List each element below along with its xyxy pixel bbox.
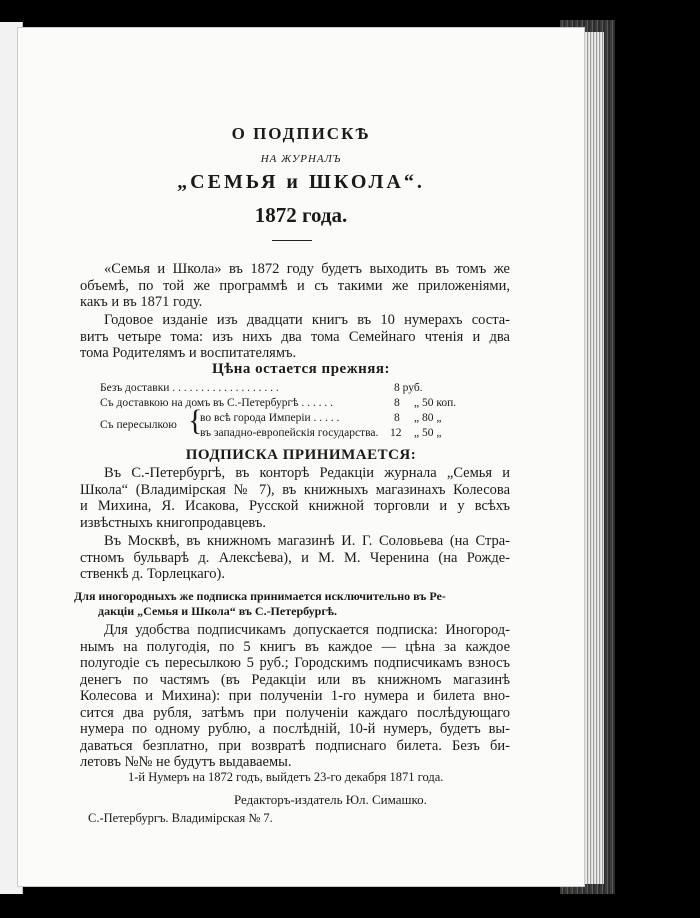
divider: [272, 240, 312, 241]
text-line: витъ четыре тома: изъ нихъ два тома Семейнаго чтенія и два: [80, 328, 510, 345]
price-rub: 8: [394, 397, 400, 409]
title-about: О ПОДПИСКѢ: [231, 124, 371, 143]
year-title: 1872 года.: [254, 203, 348, 227]
price-label: Безъ доставки . . . . . . . . . . . . . . . . . . .: [100, 382, 279, 394]
text-line: Годовое изданіе изъ двадцати книгъ въ 10 нумерахъ соста-: [104, 312, 510, 328]
price-heading: Цѣна остается прежняя:: [212, 361, 390, 377]
price-rub: 8 руб.: [394, 382, 423, 394]
intro-paragraph-2: [80, 312, 510, 362]
text-line: нымъ на полугодія, по 5 книгъ въ каждое — цѣна за каждое: [80, 638, 510, 655]
text-line: извѣстныхъ книгопродавцевъ.: [80, 514, 267, 531]
title-on-journal: НА ЖУРНАЛЪ: [260, 153, 342, 165]
text-line: и Михина, Я. Исакова, Русской книжной торговли и у всѣхъ: [80, 498, 510, 514]
address-line: С.-Петербургъ. Владимірская № 7.: [88, 811, 273, 825]
text-line: какъ и въ 1871 году.: [80, 294, 203, 310]
price-row: [100, 381, 520, 396]
text-line: дакціи „Семья и Школа“ въ С.-Петербургѣ.: [98, 604, 337, 618]
text-line: тома Родителямъ и воспитателямъ.: [80, 345, 297, 361]
price-kop: „ 50 „: [414, 427, 442, 439]
text-line: «Семья и Школа» въ 1872 году будетъ выходить въ томъ же: [104, 261, 510, 277]
text-line: Въ С.-Петербургѣ, въ конторѣ Редакціи журнала „Семья и: [104, 465, 510, 481]
text-line: даваться безплатно, при возвратѣ подписнаго билета. Безъ би-: [80, 737, 510, 754]
price-kop: „ 50 коп.: [414, 397, 457, 409]
text-line: сится два рубля, затѣмъ при полученіи каждаго послѣдующаго: [80, 704, 510, 721]
text-line: Колесова и Михина): при полученіи 1-го нумера и билета вно-: [80, 688, 510, 704]
document-page: [18, 28, 584, 886]
price-row: [100, 396, 520, 411]
moscow-paragraph: [80, 533, 510, 583]
text-line: нумера по одному рублю, а послѣдній, 10-й нумеръ, будетъ вы-: [80, 721, 510, 737]
text-line: Для удобства подписчикамъ допускается подписка: Иногород-: [104, 622, 510, 638]
text-line: Для иногородныхъ же подписка принимается исключительно въ Ре-: [74, 589, 446, 603]
text-line: летовъ №№ не будутъ выдаваемы.: [80, 754, 292, 770]
notice-paragraph: [74, 589, 514, 619]
price-table: [100, 381, 520, 441]
text-line: объемѣ, по той же программѣ и съ такими же приложеніями,: [80, 277, 510, 294]
text-line: Школа“ (Владимірская № 7), въ книжныхъ магазинахъ Колесова: [80, 481, 510, 498]
intro-paragraph-1: [80, 261, 510, 311]
text-line: Въ Москвѣ, въ книжномъ магазинѣ И. Г. Соловьева (на Стра-: [104, 533, 510, 549]
brace-symbol: {: [188, 404, 203, 437]
price-row: [100, 411, 520, 431]
price-label: Съ доставкою на домъ въ С.-Петербургѣ . . . . . .: [100, 397, 334, 409]
journal-title: „СЕМЬЯ и ШКОЛА“.: [177, 171, 425, 193]
text-line: стномъ бульварѣ д. Алексѣева), и М. М. Черенина (на Рожде-: [80, 549, 510, 566]
text-line: денегъ по частямъ (въ Редакціи или въ книжномъ магазинѣ: [80, 671, 510, 688]
price-label: въ западно-европейскія государства.: [200, 427, 379, 439]
price-row: [100, 426, 520, 441]
footer: [88, 770, 508, 826]
price-label: во всѣ города Имперіи . . . . .: [200, 412, 340, 424]
first-issue-note: 1-й Нумеръ на 1872 годъ, выйдетъ 23-го декабря 1871 года.: [128, 770, 444, 784]
price-rub: 12: [390, 427, 402, 439]
price-kop: „ 80 „: [414, 412, 442, 424]
postal-label: Съ пересылкою: [100, 419, 177, 431]
terms-paragraph: [80, 622, 510, 771]
spb-paragraph: [80, 465, 510, 531]
text-line: полугодіе съ пересылкою 5 руб.; Городскимъ подписчикамъ взносъ: [80, 655, 510, 671]
text-line: ственкѣ д. Торлецкаго).: [80, 566, 225, 582]
editor-line: Редакторъ-издатель Юл. Симашко.: [234, 792, 427, 807]
price-rub: 8: [394, 412, 400, 424]
subscription-heading: ПОДПИСКА ПРИНИМАЕТСЯ:: [185, 447, 417, 463]
